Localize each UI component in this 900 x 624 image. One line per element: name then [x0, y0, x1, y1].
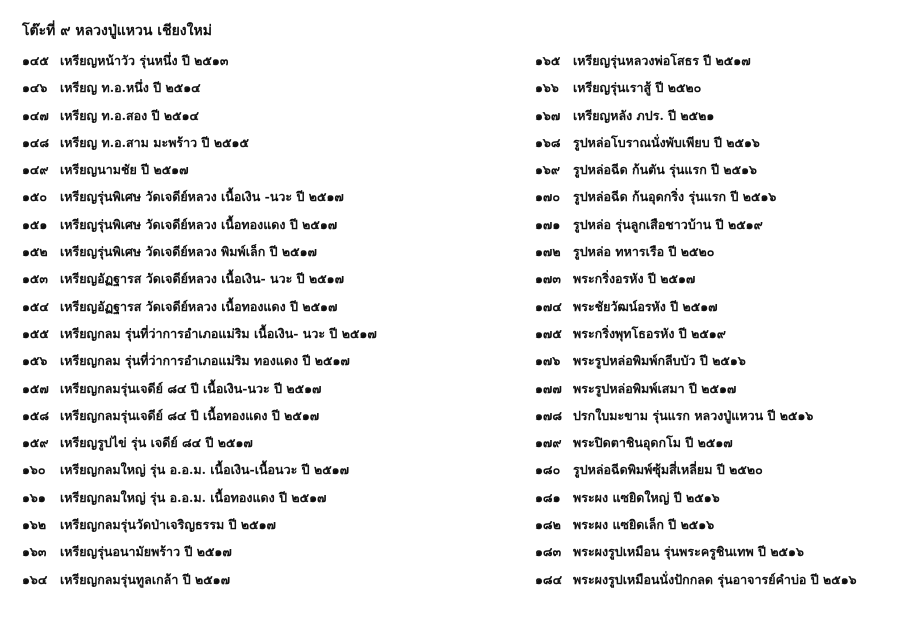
item-number: ๑๖๗: [535, 107, 561, 123]
item-description: เหรียญรุ่นพิเศษ วัดเจดีย์หลวง เนื้อเงิน -นวะ ปี ๒๕๑๗: [60, 189, 344, 205]
item-description: รูปหล่อฉีด ก้นอุดกริ่ง รุ่นแรก ปี ๒๕๑๖: [573, 189, 777, 205]
list-item: [535, 375, 895, 402]
item-description: พระกริ่งอรหัง ปี ๒๕๑๗: [573, 271, 696, 287]
list-item: [535, 347, 895, 374]
item-number: ๑๖๑: [22, 489, 46, 505]
list-item: [22, 211, 502, 238]
item-number: ๑๖๐: [22, 462, 46, 478]
item-number: ๑๗๐: [535, 189, 560, 205]
item-description: เหรียญรุ่นเราสู้ ปี ๒๕๒๐: [573, 80, 702, 96]
item-number: ๑๘๐: [535, 462, 561, 478]
item-description: รูปหล่อ ทหารเรือ ปี ๒๕๒๐: [573, 244, 715, 260]
item-number: ๑๖๕: [535, 53, 561, 68]
item-description: พระกริ่งพุทโธอรหัง ปี ๒๕๑๙: [573, 325, 726, 341]
item-description: เหรียญ ท.อ.หนึ่ง ปี ๒๕๑๔: [60, 80, 201, 96]
item-description: เหรียญ ท.อ.สาม มะพร้าว ปี ๒๕๑๕: [60, 134, 249, 150]
item-number: ๑๖๒: [22, 517, 47, 533]
item-number: ๑๗๔: [535, 298, 562, 314]
item-number: ๑๘๓: [535, 544, 562, 560]
item-description: พระผง แซยิดใหญ่ ปี ๒๕๑๖: [573, 489, 720, 505]
list-item: [535, 129, 895, 156]
list-item: [535, 320, 895, 347]
item-description: เหรียญรุ่นหลวงพ่อโสธร ปี ๒๕๑๗: [573, 53, 751, 68]
item-description: เหรียญกลมรุ่นเจดีย์ ๘๔ ปี เนื้อทองแดง ปี ๒๕๑๗: [60, 407, 320, 423]
item-description: เหรียญหน้าวัว รุ่นหนึ่ง ปี ๒๕๑๓: [60, 53, 229, 68]
item-number: ๑๕๖: [22, 353, 48, 369]
page-heading: โต๊ะที่ ๙ หลวงปู่แหวน เชียงใหม่: [22, 23, 212, 39]
item-description: เหรียญกลมรุ่นทูลเกล้า ปี ๒๕๑๗: [60, 571, 231, 587]
item-number: ๑๗๑: [535, 216, 561, 232]
list-item: [535, 566, 895, 593]
list-item: [22, 402, 502, 429]
item-number: ๑๕๘: [22, 407, 50, 423]
item-number: ๑๗๙: [535, 435, 562, 451]
item-number: ๑๔๙: [22, 162, 49, 178]
item-number: ๑๗๘: [535, 407, 562, 423]
item-description: เหรียญอัฏฐารส วัดเจดีย์หลวง เนื้อเงิน- นวะ ปี ๒๕๑๗: [60, 271, 344, 287]
item-number: ๑๔๗: [22, 107, 49, 123]
item-description: เหรียญ ท.อ.สอง ปี ๒๕๑๔: [60, 107, 199, 123]
item-description: รูปหล่อโบราณนั่งพับเพียบ ปี ๒๕๑๖: [573, 134, 760, 150]
item-description: เหรียญรูปไข่ รุ่น เจดีย์ ๘๔ ปี ๒๕๑๗: [60, 435, 253, 451]
item-description: เหรียญอัฏฐารส วัดเจดีย์หลวง เนื้อทองแดง ปี ๒๕๑๗: [60, 298, 338, 314]
item-number: ๑๖๔: [22, 571, 48, 587]
item-description: พระผงรูปเหมือน รุ่นพระครูชินเทพ ปี ๒๕๑๖: [573, 544, 804, 560]
list-item: [22, 129, 502, 156]
item-description: เหรียญกลม รุ่นที่ว่าการอำเภอแม่ริม ทองแดง ปี ๒๕๑๗: [60, 353, 350, 369]
list-item: [22, 538, 502, 565]
item-description: เหรียญกลมรุ่นวัดป่าเจริญธรรม ปี ๒๕๑๗: [60, 517, 276, 533]
item-description: พระชัยวัฒน์อรหัง ปี ๒๕๑๗: [573, 298, 718, 314]
item-description: เหรียญกลมใหญ่ รุ่น อ.อ.ม. เนื้อเงิน-เนื้อนวะ ปี ๒๕๑๗: [60, 462, 349, 478]
list-item: [22, 102, 502, 129]
list-item: [535, 183, 895, 210]
list-item: [22, 293, 502, 320]
list-item: [22, 511, 502, 538]
list-item: [535, 211, 895, 238]
item-description: เหรียญรุ่นอนามัยพร้าว ปี ๒๕๑๗: [60, 544, 232, 560]
item-description: รูปหล่อ รุ่นลูกเสือชาวบ้าน ปี ๒๕๑๙: [573, 216, 763, 232]
item-description: เหรียญนามชัย ปี ๒๕๑๗: [60, 162, 189, 178]
item-description: พระปิดตาชินอุดกโม ปี ๒๕๑๗: [573, 435, 733, 451]
item-number: ๑๔๘: [22, 134, 50, 150]
list-item: [535, 265, 895, 292]
list-item: [535, 511, 895, 538]
list-item: [22, 566, 502, 593]
item-number: ๑๘๔: [535, 571, 563, 587]
item-description: พระผงรูปเหมือนนั่งปักกลด รุ่นอาจารย์คำบ่อ ปี ๒๕๑๖: [573, 571, 857, 587]
list-item: [22, 156, 502, 183]
list-item: [535, 484, 895, 511]
item-description: รูปหล่อฉีดพิมพ์ซุ้มสี่เหลี่ยม ปี ๒๕๒๐: [573, 462, 763, 478]
item-description: พระรูปหล่อพิมพ์กลีบบัว ปี ๒๕๑๖: [573, 353, 746, 369]
right-item-list: [535, 47, 895, 593]
list-item: [535, 156, 895, 183]
list-item: [22, 347, 502, 374]
list-item: [22, 238, 502, 265]
item-number: ๑๘๑: [535, 489, 561, 505]
item-number: ๑๕๙: [22, 435, 49, 451]
list-item: [22, 320, 502, 347]
item-description: เหรียญหลัง ภปร. ปี ๒๕๒๑: [573, 107, 715, 123]
item-description: ปรกใบมะขาม รุ่นแรก หลวงปู่แหวน ปี ๒๕๑๖: [573, 407, 814, 423]
list-item: [22, 429, 502, 456]
item-number: ๑๗๕: [535, 325, 562, 341]
list-item: [535, 456, 895, 483]
item-description: พระรูปหล่อพิมพ์เสมา ปี ๒๕๑๗: [573, 380, 737, 396]
list-item: [535, 538, 895, 565]
item-number: ๑๕๑: [22, 216, 48, 232]
item-number: ๑๕๔: [22, 298, 49, 314]
item-number: ๑๕๗: [22, 380, 49, 396]
item-number: ๑๗๖: [535, 353, 561, 369]
item-number: ๑๔๖: [22, 80, 48, 96]
item-number: ๑๗๓: [535, 271, 561, 287]
item-number: ๑๖๓: [22, 544, 47, 560]
item-description: รูปหล่อฉีด ก้นตัน รุ่นแรก ปี ๒๕๑๖: [573, 162, 757, 178]
item-number: ๑๖๙: [535, 162, 561, 178]
list-item: [22, 47, 502, 74]
left-item-list: [22, 47, 502, 593]
item-number: ๑๖๖: [535, 80, 559, 96]
item-description: เหรียญกลมใหญ่ รุ่น อ.อ.ม. เนื้อทองแดง ปี ๒๕๑๗: [60, 489, 327, 505]
list-item: [535, 402, 895, 429]
list-item: [535, 102, 895, 129]
list-item: [22, 484, 502, 511]
list-item: [535, 238, 895, 265]
item-number: ๑๗๗: [535, 380, 562, 396]
list-item: [535, 429, 895, 456]
list-item: [22, 183, 502, 210]
item-description: พระผง แซยิดเล็ก ปี ๒๕๑๖: [573, 517, 715, 533]
item-number: ๑๕๐: [22, 189, 48, 205]
item-number: ๑๕๕: [22, 325, 49, 341]
item-description: เหรียญกลมรุ่นเจดีย์ ๘๔ ปี เนื้อเงิน-นวะ ปี ๒๕๑๗: [60, 380, 322, 396]
list-item: [535, 74, 895, 101]
item-number: ๑๕๓: [22, 271, 48, 287]
item-description: เหรียญรุ่นพิเศษ วัดเจดีย์หลวง พิมพ์เล็ก ปี ๒๕๑๗: [60, 244, 317, 260]
list-item: [22, 74, 502, 101]
item-description: เหรียญกลม รุ่นที่ว่าการอำเภอแม่ริม เนื้อเงิน- นวะ ปี ๒๕๑๗: [60, 325, 377, 341]
list-item: [22, 456, 502, 483]
item-number: ๑๔๕: [22, 53, 49, 68]
list-item: [535, 47, 895, 74]
item-number: ๑๗๒: [535, 244, 561, 260]
item-number: ๑๘๒: [535, 517, 561, 533]
list-item: [22, 265, 502, 292]
list-item: [22, 375, 502, 402]
item-number: ๑๖๘: [535, 134, 561, 150]
item-description: เหรียญรุ่นพิเศษ วัดเจดีย์หลวง เนื้อทองแดง ปี ๒๕๑๗: [60, 216, 338, 232]
list-item: [535, 293, 895, 320]
item-number: ๑๕๒: [22, 244, 48, 260]
